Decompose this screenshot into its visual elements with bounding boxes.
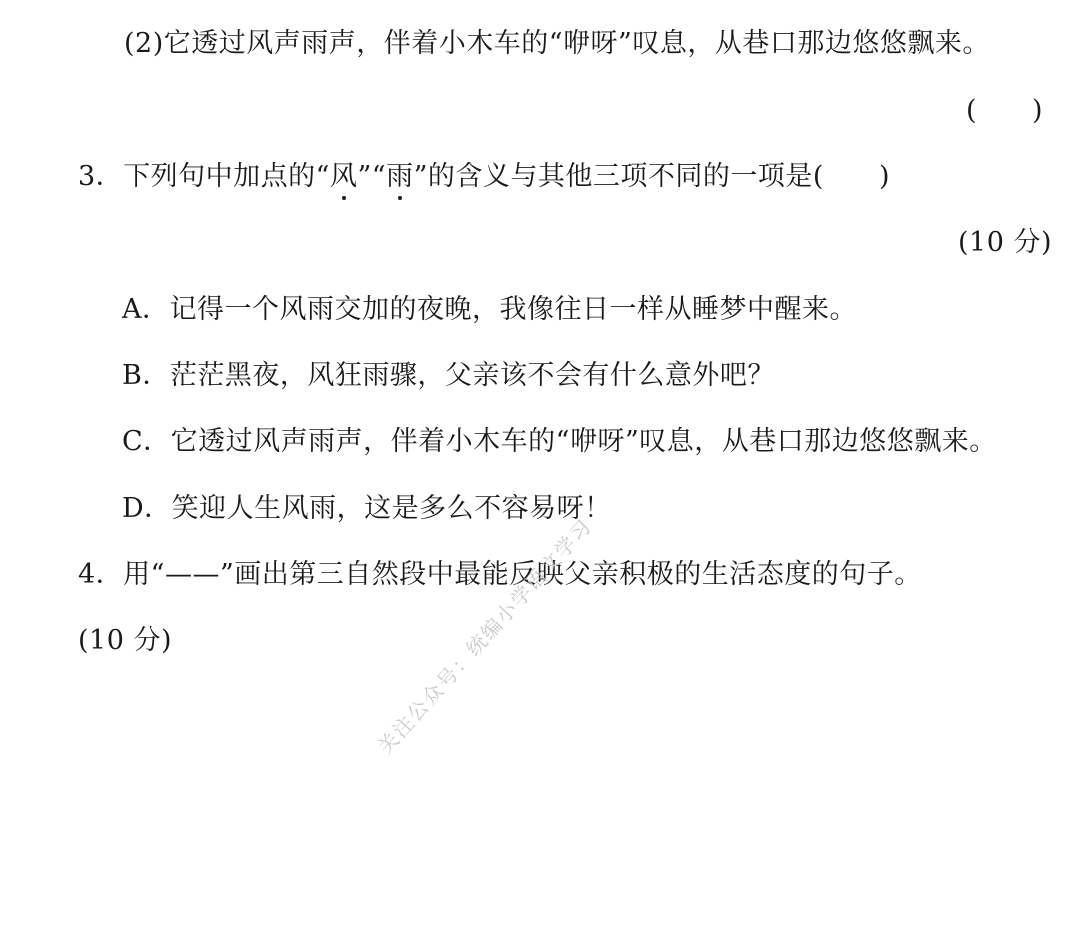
sub-question-2-text: (2)它透过风声雨声，伴着小木车的“咿呀”叹息，从巷口那边悠悠飘来。 [124,28,990,59]
question-3-score: (10 分) [958,227,1053,258]
question-4-score: (10 分) [78,625,173,656]
question-number: 3． [78,161,124,192]
stem-text: 下列句中加点的“ [123,161,330,192]
option-b: B．茫茫黑夜，风狂雨骤，父亲该不会有什么意外吧？ [122,360,775,391]
dotted-character-feng: 风 [330,157,358,197]
stem-text: ”“ [357,161,387,192]
dotted-character-yu: 雨 [386,157,414,197]
option-a: A．记得一个风雨交加的夜晚，我像往日一样从睡梦中醒来。 [122,294,857,325]
question-4-text: 4．用“——”画出第三自然段中最能反映父亲积极的生活态度的句子。 [78,559,922,590]
question-3-stem [78,157,890,197]
stem-text: ”的含义与其他三项不同的一项是( ) [413,161,890,192]
answer-parentheses: ( ) [966,95,1044,126]
option-d: D．笑迎人生风雨，这是多么不容易呀！ [122,493,612,524]
watermark: 关注公众号：统编小学语文学习 [372,513,597,759]
option-c: C．它透过风声雨声，伴着小木车的“咿呀”叹息，从巷口那边悠悠飘来。 [122,426,997,457]
